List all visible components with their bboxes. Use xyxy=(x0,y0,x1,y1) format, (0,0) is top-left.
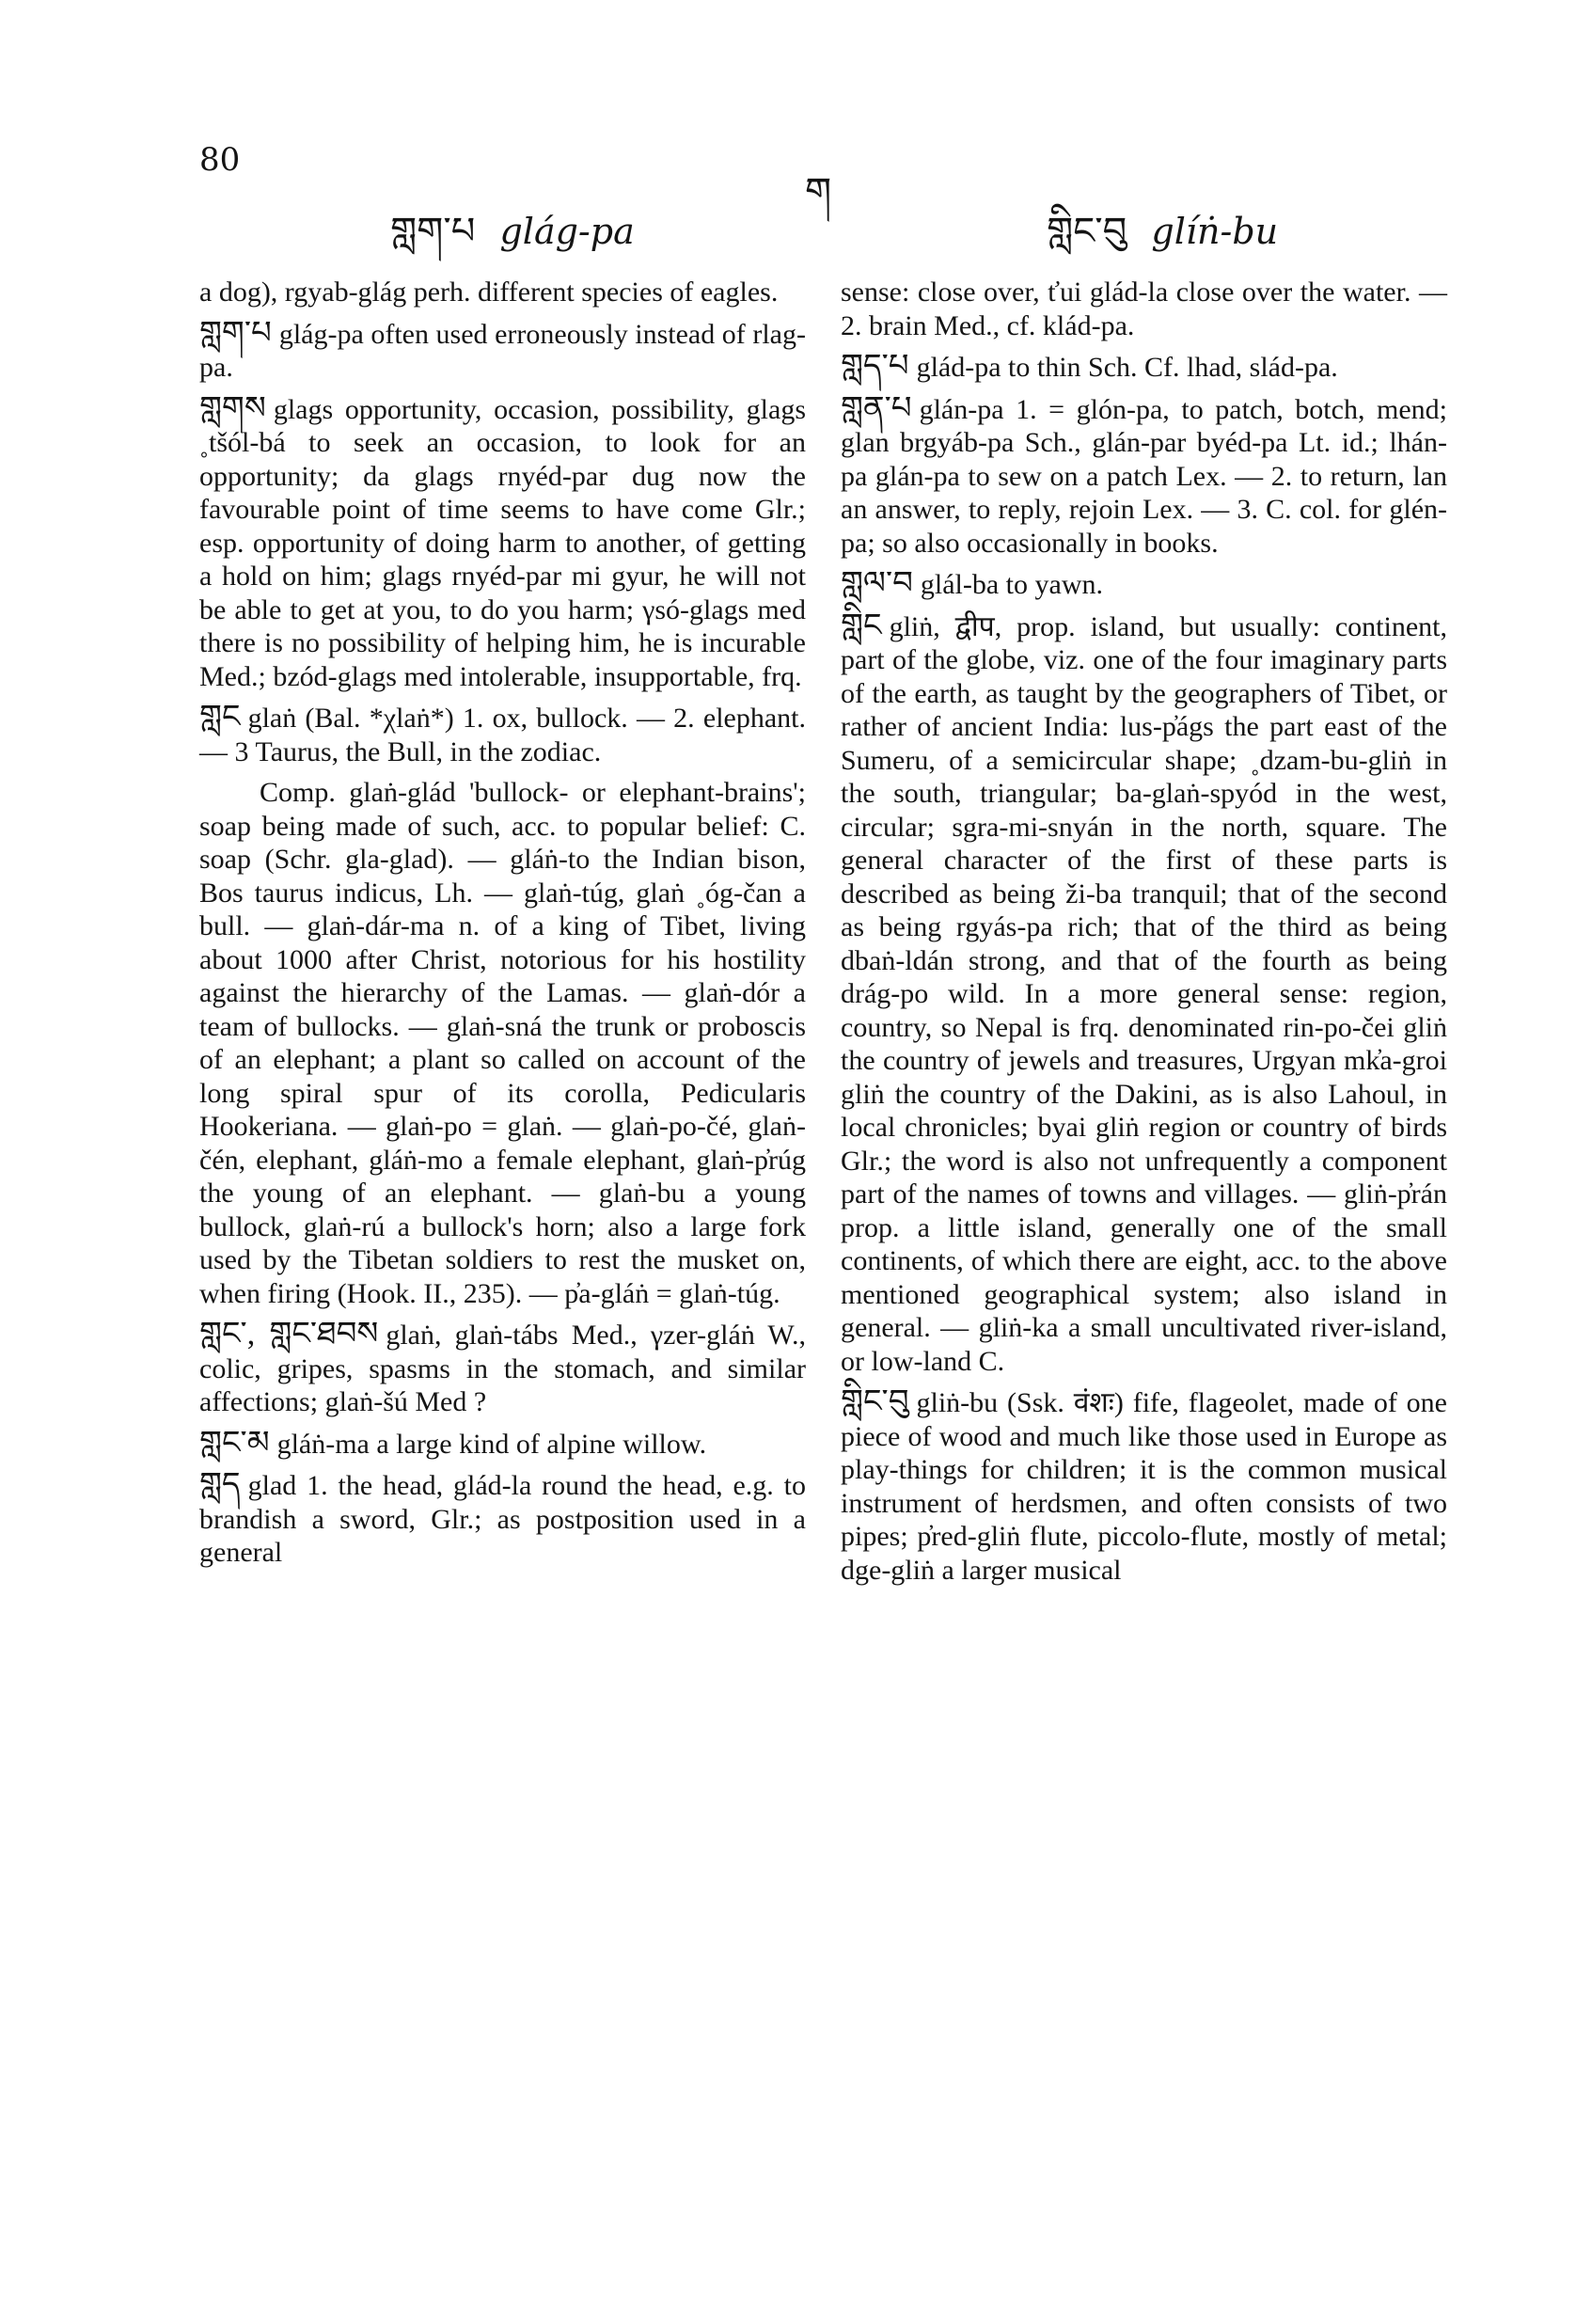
running-head-left-latin: glág-pa xyxy=(499,211,635,252)
entry-glags xyxy=(199,392,806,694)
entry-headword: གླག་པ xyxy=(199,315,272,351)
entry-headword: གླལ་བ xyxy=(841,566,913,601)
running-head-letter: ག xyxy=(805,170,832,213)
entry-gling-bu xyxy=(841,1385,1447,1587)
entry-text: gláṅ-ma a large kind of alpine willow. xyxy=(276,1428,707,1460)
entry-text: gliṅ, द्वीप, prop. island, but usually: continent, part of the globe, viz. one of the four imaginary parts of the earth, as taught by the geographers of Tibet, or rather of ancient India: lus-p̓ágs the part east of the Sumeru, of a semicircular shape; ˳dzam-bu-gliṅ in the south, triangular; ba-glaṅ-spyód in the west, circular; sgra-mi-snyán in the north, square. The general character of the first of these parts is described as being ži-ba tranquil; that of the second as being rgyás-pa rich; that of the third as being dbaṅ-ldán strong, and that of the fourth as being drág-po wild. In a more general sense: region, country, so Nepal is frq. denominated rin-po-čei gliṅ the country of jewels and treasures, Urgyan mk̓a-groi gliṅ the country of the Dakini, as is also Lahoul, in local chronicles; byai gliṅ region or country of birds Glr.; the word is also not unfrequently a component part of the names of towns and villages. — gliṅ-p̓rán prop. a little island, generally one of the small continents, of which there are eight, acc. to the above mentioned geographical system; also island in general. — gliṅ-ka a small uncultivated river-island, or low-land C. xyxy=(841,610,1447,1377)
entry-text: glál-ba to yawn. xyxy=(920,569,1103,600)
entry-headword: གླད་པ xyxy=(841,349,909,384)
entry-headword: གླང xyxy=(199,700,241,735)
entry-text: glad 1. the head, glád-la round the head, e.g. to brandish a sword, Glr.; as postposition used in a general xyxy=(199,1470,806,1568)
entry-headword: གླང་མ xyxy=(199,1425,270,1461)
entry-glad-continued xyxy=(841,276,1447,342)
entry-glang-compounds xyxy=(199,776,806,1310)
entry-headword: གླང་, གླང་ཐབས xyxy=(199,1317,379,1352)
entry-text: gliṅ-bu (Ssk. वंशः) fife, flageolet, made of one piece of wood and much like those used in Europe as play-things for children; it is the common musical instrument of herdsmen, and often consists of two pipes; p̓red-gliṅ flute, piccolo-flute, mostly of metal; dge-gliṅ a larger musical xyxy=(841,1387,1447,1586)
entry-glag-pa xyxy=(199,317,806,385)
left-column xyxy=(199,276,806,1570)
running-head-right-latin: glíṅ-bu xyxy=(1151,211,1279,252)
running-head-right-tibetan: གླིང་བུ xyxy=(1047,210,1127,253)
entry-text: Comp. glaṅ-glád 'bullock- or elephant-brains'; soap being made of such, acc. to popular belief: C. soap (Schr. gla-glad). — gláṅ-to the Indian bison, Bos taurus indicus, Lh. — glaṅ-túg, glaṅ ˳óg-čan a bull. — glaṅ-dár-ma n. of a king of Tibet, living about 1000 after Christ, notorious for his hostility against the hierarchy of the Lamas. — glaṅ-dór a team of bullocks. — glaṅ-sná the trunk or proboscis of an elephant; a plant so called on account of the long spiral spur of its corolla, Pedicularis Hookeriana. — glaṅ-po = glaṅ. — glaṅ-po-čé, glaṅ-čén, elephant, gláṅ-mo a female elephant, glaṅ-p̓rúg the young of an elephant. — glaṅ-bu a young bullock, glaṅ-rú a bullock's horn; also a large fork used by the Tibetan soldiers to rest the musket on, when firing (Hook. II., 235). — p̓a-gláṅ = glaṅ-túg. xyxy=(199,777,806,1309)
entry-text: glád-pa to thin Sch. Cf. lhad, slád-pa. xyxy=(916,352,1338,383)
entry-glang-colic xyxy=(199,1318,806,1419)
entry-gling xyxy=(841,609,1447,1379)
entry-continued-dog xyxy=(199,276,806,309)
entry-headword: གླད xyxy=(199,1467,241,1502)
entry-headword: གླགས xyxy=(199,390,266,426)
running-head-left-tibetan: གླག་པ xyxy=(390,210,476,253)
entry-headword: གླན་པ xyxy=(841,390,912,426)
entry-glal-ba xyxy=(841,567,1447,602)
right-column xyxy=(841,276,1447,1587)
entry-glad xyxy=(199,1468,806,1570)
entry-text: glán-pa 1. = glón-pa, to patch, botch, mend; glan brgyáb-pa Sch., glán-par byéd-pa Lt. id.; lhán-pa glán-pa to sew on a patch Lex. — 2. to return, lan an answer, to reply, rejoin Lex. — 3. C. col. for glén-pa; so also occasionally in books. xyxy=(841,393,1447,559)
entry-text: glaṅ, glaṅ-tábs Med., γzer-gláṅ W., colic, gripes, spasms in the stomach, and similar affections; glaṅ-šú Med ? xyxy=(199,1320,806,1417)
entry-text: glags opportunity, occasion, possibility, glags ˳tšól-bá to seek an occasion, to look for an opportunity; da glags rnyéd-par dug now the favourable point of time seems to have come Glr.; esp. opportunity of doing harm to another, of getting a hold on him; glags rnyéd-par mi gyur, he will not be able to get at you, to do you harm; γsó-glags med there is no possibility of helping him, he is incurable Med.; bzód-glags med intolerable, insupportable, frq. xyxy=(199,393,806,692)
entry-text: sense: close over, ťui glád-la close over the water. — 2. brain Med., cf. klád-pa. xyxy=(841,277,1447,341)
entry-glan-pa xyxy=(841,392,1447,561)
entry-headword: གླིང་བུ xyxy=(841,1384,909,1419)
entry-headword: གླིང xyxy=(841,608,882,643)
page-number: 80 xyxy=(199,141,241,179)
entry-text: glág-pa often used erroneously instead of rlag-pa. xyxy=(199,318,806,383)
entry-glang-ma xyxy=(199,1427,806,1462)
entry-text: glaṅ (Bal. *χlaṅ*) 1. ox, bullock. — 2. elephant. — 3 Taurus, the Bull, in the zodiac. xyxy=(199,703,806,767)
entry-glang xyxy=(199,701,806,768)
entry-text: a dog), rgyab-glág perh. different species of eagles. xyxy=(199,277,779,308)
entry-glad-pa xyxy=(841,350,1447,385)
